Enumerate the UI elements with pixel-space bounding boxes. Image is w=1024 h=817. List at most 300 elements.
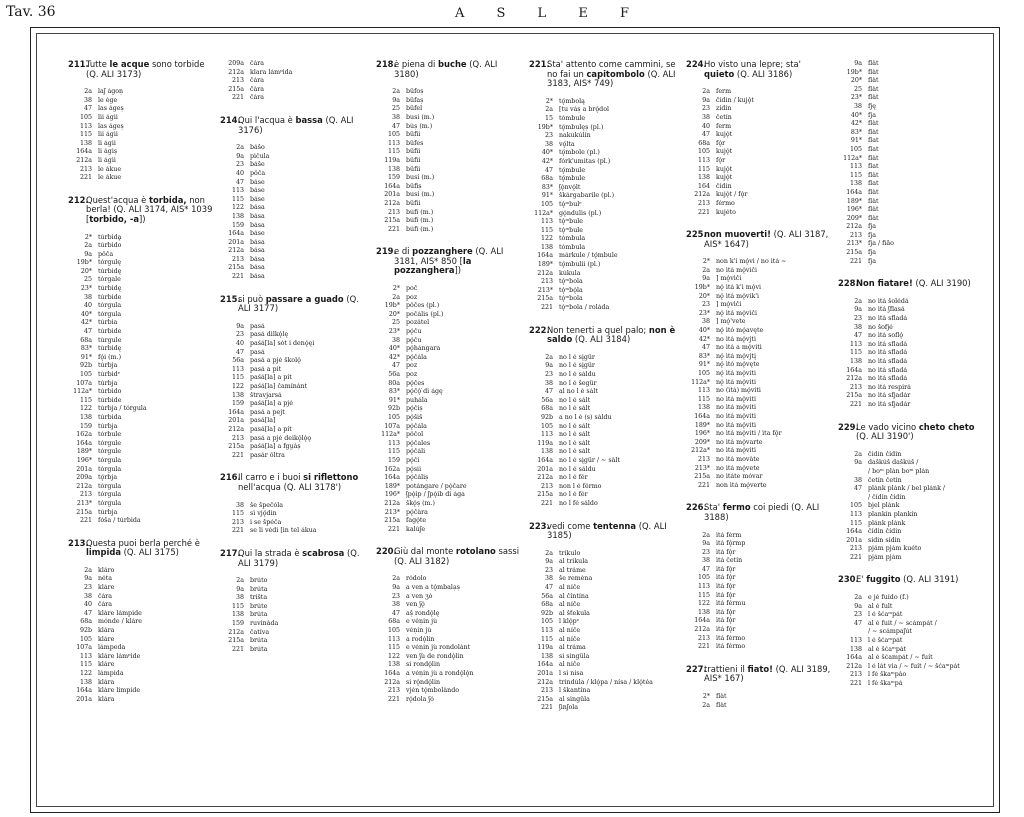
survey-point: 2a [84,566,92,574]
survey-point: 92b [540,413,553,421]
dialect-form: tǫ̀ᵐbola [559,278,583,286]
survey-point: 201a [76,465,92,473]
dialect-form: no ìtá mǫ̀vjti [716,335,756,343]
survey-point: 221 [697,481,710,489]
survey-point: 23 [853,315,862,323]
list-item [529,405,676,414]
dialect-form: e véṇin jù [406,618,438,626]
list-item [838,477,985,486]
list-item [529,491,676,500]
dialect-form: trikulo [559,549,581,557]
survey-point: 23 [544,132,553,140]
list-item [220,153,367,162]
list-item [529,423,676,432]
list-item [838,485,985,494]
survey-point: 113 [849,163,862,171]
dialect-form: al číntína [559,592,589,600]
survey-point: 68a [80,336,92,344]
list-item [686,97,833,106]
dialect-form: kujǫ̀t [716,131,733,139]
list-item [376,114,523,123]
survey-point: 164a [76,148,92,156]
dialect-form: túrbia [98,319,118,327]
survey-point: 122 [387,652,400,660]
survey-point: 68a [388,618,400,626]
list-item [68,491,215,500]
dialect-form: lámpida [98,670,124,677]
dialect-form: al é šćampát / ∼ fuít [868,654,933,662]
survey-point: 159 [387,174,400,182]
survey-point: 113 [231,187,244,195]
survey-point: 164a [537,456,553,464]
dialect-form: tórgula [98,456,122,464]
dialect-form: tríšta [250,594,268,602]
dialect-form: fja [868,257,877,265]
list-item [68,88,215,97]
list-item [220,256,367,265]
survey-point: 138 [231,391,244,399]
dialect-form: búfi (m.) [406,225,434,233]
survey-point: 215a [228,637,244,645]
dialect-form: li ágii [98,139,116,147]
dialect-form: čára [98,592,113,600]
survey-point: 38 [391,113,400,121]
survey-point: 212a [228,247,244,255]
entry-title: Questa puoi berla perché è limpida (Q. ALI 3175) [86,537,200,558]
dialect-form: no ìtá mǫ̀varte [716,438,763,446]
entry-heading [220,549,367,568]
survey-point: 2* [84,233,92,241]
dialect-form: fǫ̀r [716,156,726,164]
survey-point: 213 [231,255,244,263]
list-item [68,157,215,166]
entry-title: è piena di buche (Q. ALI 3180) [394,60,498,79]
survey-point: 47 [701,131,710,139]
list-item [68,670,215,679]
survey-point: 113 [231,365,244,373]
survey-point: 40 [701,122,710,130]
list-item [376,423,523,432]
list-item [529,201,676,210]
dialect-form: ìtá četín [716,557,743,565]
dialect-form: l škantína [559,687,591,695]
dialect-form: bǘfoṣ [406,88,424,96]
list-item [220,60,367,69]
survey-point: 212a [846,223,862,231]
dialect-form: búfi (m.) [406,217,434,225]
dialect-form: no ìtá ʃflasá [868,306,905,314]
list-item [68,618,215,627]
survey-point: 68a [541,175,553,183]
list-item [529,278,676,287]
survey-point: 40* [698,327,710,335]
list-item [68,644,215,653]
survey-point: 115 [697,395,710,403]
survey-point: 25 [853,85,862,93]
list-item [376,661,523,670]
dialect-form: l é šćaᵐpát [868,637,903,645]
list-item [376,575,523,584]
list-item [220,519,367,528]
dialect-form: ] mǫ̀vìči [716,275,742,283]
dialect-form: aṣ̌ rondǫ̀lę [406,609,440,617]
survey-point: 47 [853,485,862,493]
survey-point: 215a [537,295,553,303]
survey-point: 42* [850,120,862,128]
survey-point: 105 [79,371,92,378]
dialect-form: non ìtá mǫ̀verte [716,481,767,489]
dialect-form: no l é fér [559,474,588,482]
list-item [529,98,676,107]
list-item [686,574,833,583]
survey-point: 115 [697,165,710,173]
entry-title: Quest'acqua è torbida, non berla! (Q. ALI 3174, AIS* 1039 [torbido, -a]) [86,194,213,224]
survey-point: 23* [388,328,400,336]
survey-point: 9a [854,306,862,314]
survey-point: 164a [846,654,862,662]
list-item [838,451,985,460]
list-item [686,284,833,293]
entry-section [68,196,215,526]
survey-point: 221 [387,525,400,533]
survey-point [838,628,868,637]
list-item [529,141,676,150]
dialect-form: flàt [868,60,879,67]
entry-title: Tutte le acque sono torbide (Q. ALI 3173) [86,60,205,79]
list-item [529,601,676,610]
dialect-form: pasár ôltra [250,451,285,459]
entry-title: Il carro e i buoi si riflettono nell'acqua (Q. ALI 3178') [238,472,359,492]
survey-point: 213 [231,434,244,442]
list-item [68,593,215,602]
survey-point: 113 [697,387,710,395]
list-item [376,509,523,518]
list-item [68,500,215,509]
list-item [838,120,985,129]
list-item [220,646,367,655]
list-item [686,583,833,592]
entry-heading [68,196,215,225]
dialect-form: pǫ̀hángara [406,345,441,353]
dialect-form: tórgula [98,482,122,490]
dialect-form: no l é sált [559,439,591,447]
survey-point: 122 [697,600,710,608]
survey-point: 213 [79,165,92,173]
list-item [68,148,215,157]
survey-point: 40 [235,169,244,177]
survey-point: 2a [702,701,710,709]
list-item [220,435,367,444]
list-item [838,69,985,78]
survey-point: 164a [384,474,400,482]
list-item [376,311,523,320]
dialect-form: škárgabarile (pl.) [559,192,615,200]
list-item [220,417,367,426]
dialect-form: no ìtá sfladá [868,375,908,383]
list-item [838,663,985,672]
dialect-form: al šťekula [559,609,590,617]
dialect-form: báše [250,161,265,169]
list-item [838,198,985,207]
survey-point: 119a [537,439,553,447]
list-item [529,270,676,279]
dialect-form: pǫ̀ču [406,328,422,336]
survey-point: 201a [537,670,553,677]
survey-point: 56a [232,357,244,365]
dialect-form: tǫ̀ᵐbule [559,226,584,234]
entry-heading [686,665,833,684]
survey-point: 83* [541,183,553,191]
dialect-form: le ákue [98,174,122,182]
entry-section [376,60,523,234]
entry-section [686,230,833,490]
list-item [686,166,833,175]
entry-section [220,60,367,103]
survey-point: 221 [540,304,553,312]
list-item [529,644,676,653]
dialect-form: túrbide [98,328,122,336]
list-item [529,584,676,593]
dialect-form: paśá[la] čamínánt [250,383,308,390]
survey-point: 91* [388,396,400,404]
dialect-form: čára [250,60,265,67]
survey-point: 47 [544,584,553,592]
entry-heading [838,423,985,442]
list-item [686,361,833,370]
survey-point: 105 [79,635,92,643]
list-item [376,593,523,602]
dialect-form: flat [868,137,879,145]
dialect-form: poč [406,285,418,293]
dialect-form: flàt [868,206,879,214]
list-item [220,400,367,409]
list-item [376,474,523,483]
dialect-form: pìčula [250,152,270,160]
survey-point: 213 [387,687,400,695]
list-item [376,397,523,406]
survey-point: 19b* [846,68,862,76]
survey-point: 23 [235,161,244,169]
dialect-form: a rodǫ̀lin [406,635,435,643]
list-item [68,114,215,123]
survey-point: 122 [231,383,244,390]
survey-point: 38 [701,557,710,565]
survey-point: 212a [384,678,400,686]
list-item [220,629,367,638]
survey-point: 23 [391,592,400,600]
survey-point: 23 [83,584,92,592]
survey-point: 138 [540,243,553,251]
entry-section [220,473,367,536]
list-item [220,331,367,340]
survey-point [838,468,868,477]
dialect-form: báse [250,195,265,203]
entry-number: 230. [838,574,859,585]
survey-point: 115 [697,591,710,599]
survey-point: 196* [694,430,710,438]
survey-point: 213* [846,240,862,248]
dialect-form: bǘfaṣ [406,96,424,104]
entry-section [220,295,367,461]
survey-point: 221 [849,257,862,265]
column-3 [376,60,523,808]
list-item [838,232,985,241]
dialect-form: pǫ̀čála [406,353,427,361]
entry-number: 228. [838,278,859,289]
survey-point: 9a [545,558,553,566]
entry-title: non muoverti! (Q. ALI 3187, AIS* 1647) [704,229,829,249]
dialect-form: sì vjǫ́din [250,510,277,518]
list-item [838,494,985,503]
survey-point: 40* [80,310,92,318]
dialect-form: flàt [868,188,879,196]
dialect-form: klára [98,695,115,703]
list-item [68,259,215,268]
list-item [220,426,367,435]
survey-point: 105 [697,148,710,156]
dialect-form: flàt [868,68,879,76]
entry-number: 226. [686,502,707,513]
list-item [68,174,215,183]
list-item [838,384,985,393]
dialect-form: lámpeda [98,644,126,652]
dialect-form: nakukúlin [559,132,591,140]
list-item [686,327,833,336]
list-item [529,354,676,363]
survey-point: 215a [228,85,244,93]
survey-point: 91* [850,137,862,145]
list-item [686,413,833,422]
list-item [376,457,523,466]
survey-point: 215a [228,264,244,272]
dialect-form: si rondǫ̀lin [406,661,441,669]
page-title: A S L E F [455,6,643,21]
dialect-form: a ven ʒó [406,592,433,600]
survey-point: 164a [228,230,244,238]
list-item [68,251,215,260]
list-item [220,94,367,103]
list-item [838,129,985,138]
dialect-form: fja [868,111,877,119]
survey-point: 221 [697,208,710,216]
dialect-form: búfi (m.) [406,208,434,216]
survey-point: 42* [388,353,400,361]
dialect-form: ìtá fǫ̀r [716,626,736,634]
survey-point: 105 [697,370,710,377]
list-item [529,210,676,219]
survey-point: 115 [849,349,862,357]
dialect-form: ferm [716,122,732,130]
survey-point: 38 [853,476,862,484]
survey-point: 38 [544,575,553,583]
dialect-form: potángare / pǫ̀čare [406,482,467,490]
list-item [686,123,833,132]
list-item [686,404,833,413]
dialect-form: lii ágii [98,131,118,139]
dialect-form: bjel plánk [868,502,900,510]
survey-point: 113 [697,583,710,591]
survey-point: 213* [384,508,400,516]
list-item [686,643,833,652]
list-item [529,261,676,270]
survey-point: 47 [544,166,553,174]
list-item [68,687,215,696]
survey-point: 215a [694,473,710,481]
list-item [376,644,523,653]
dialect-form: pôčes (pl.) [406,302,440,310]
list-item [220,323,367,332]
dialect-form: ìtá férmu [716,600,746,608]
entry-heading [686,503,833,522]
survey-point: 113 [849,637,862,645]
dialect-form: no ìtá sfladá [868,315,908,323]
survey-point: 2a [84,88,92,96]
dialect-form: škǫ̀ṣ (m.) [406,499,435,507]
list-item [838,60,985,69]
dialect-form: še špečóla [250,501,284,509]
survey-point: 215a [384,217,400,225]
list-item [68,627,215,636]
entry-section [529,326,676,509]
survey-point: 119a [537,644,553,652]
survey-point: 19b* [537,123,553,131]
entry-title: Le vado vicino cheto cheto (Q. ALI 3190') [856,421,975,442]
survey-point: 42* [541,157,553,165]
dialect-form: kujǫ̀t [716,148,733,156]
survey-point: 164a [76,687,92,695]
dialect-form: no l é šegǘr [559,379,597,387]
survey-point: 115 [231,374,244,382]
list-item [376,200,523,209]
dialect-form: paśá[la] a pjé [250,400,293,408]
dialect-form: pasá [250,348,265,356]
dialect-form: no l é fér [559,491,588,499]
list-item [376,696,523,705]
dialect-form: flàt [868,77,879,85]
survey-point: 47 [235,178,244,186]
list-item [376,337,523,346]
survey-point: 38 [853,323,862,331]
list-item [68,509,215,518]
list-item [220,196,367,205]
survey-point: 2a [84,242,92,250]
survey-point: 119a [384,156,400,164]
entry-number: 214. [220,114,241,125]
survey-point: 23* [698,309,710,317]
survey-point: 2a [545,549,553,557]
dialect-form: ferm [716,88,732,96]
survey-point: 9a [392,584,400,592]
dialect-form: zídin [716,105,732,113]
list-item [376,328,523,337]
list-item [376,319,523,328]
survey-point: 105 [387,131,400,139]
list-item [686,473,833,482]
dialect-form: pôča [250,169,266,177]
dialect-form: l é lát via / ∼ fuít / ∼ šćaᵐpát [868,662,960,670]
dialect-form: brúta [250,645,268,653]
survey-point: 138 [849,180,862,188]
dialect-form: brúta [250,637,268,645]
list-item [838,554,985,563]
list-item [838,324,985,333]
dialect-form: bása [250,255,265,263]
dialect-form: paśá[la] a pít [250,374,292,382]
dialect-form: pǫ̀čes [406,379,425,387]
list-item [68,131,215,140]
dialect-form: flàt [868,154,879,162]
list-item [376,380,523,389]
